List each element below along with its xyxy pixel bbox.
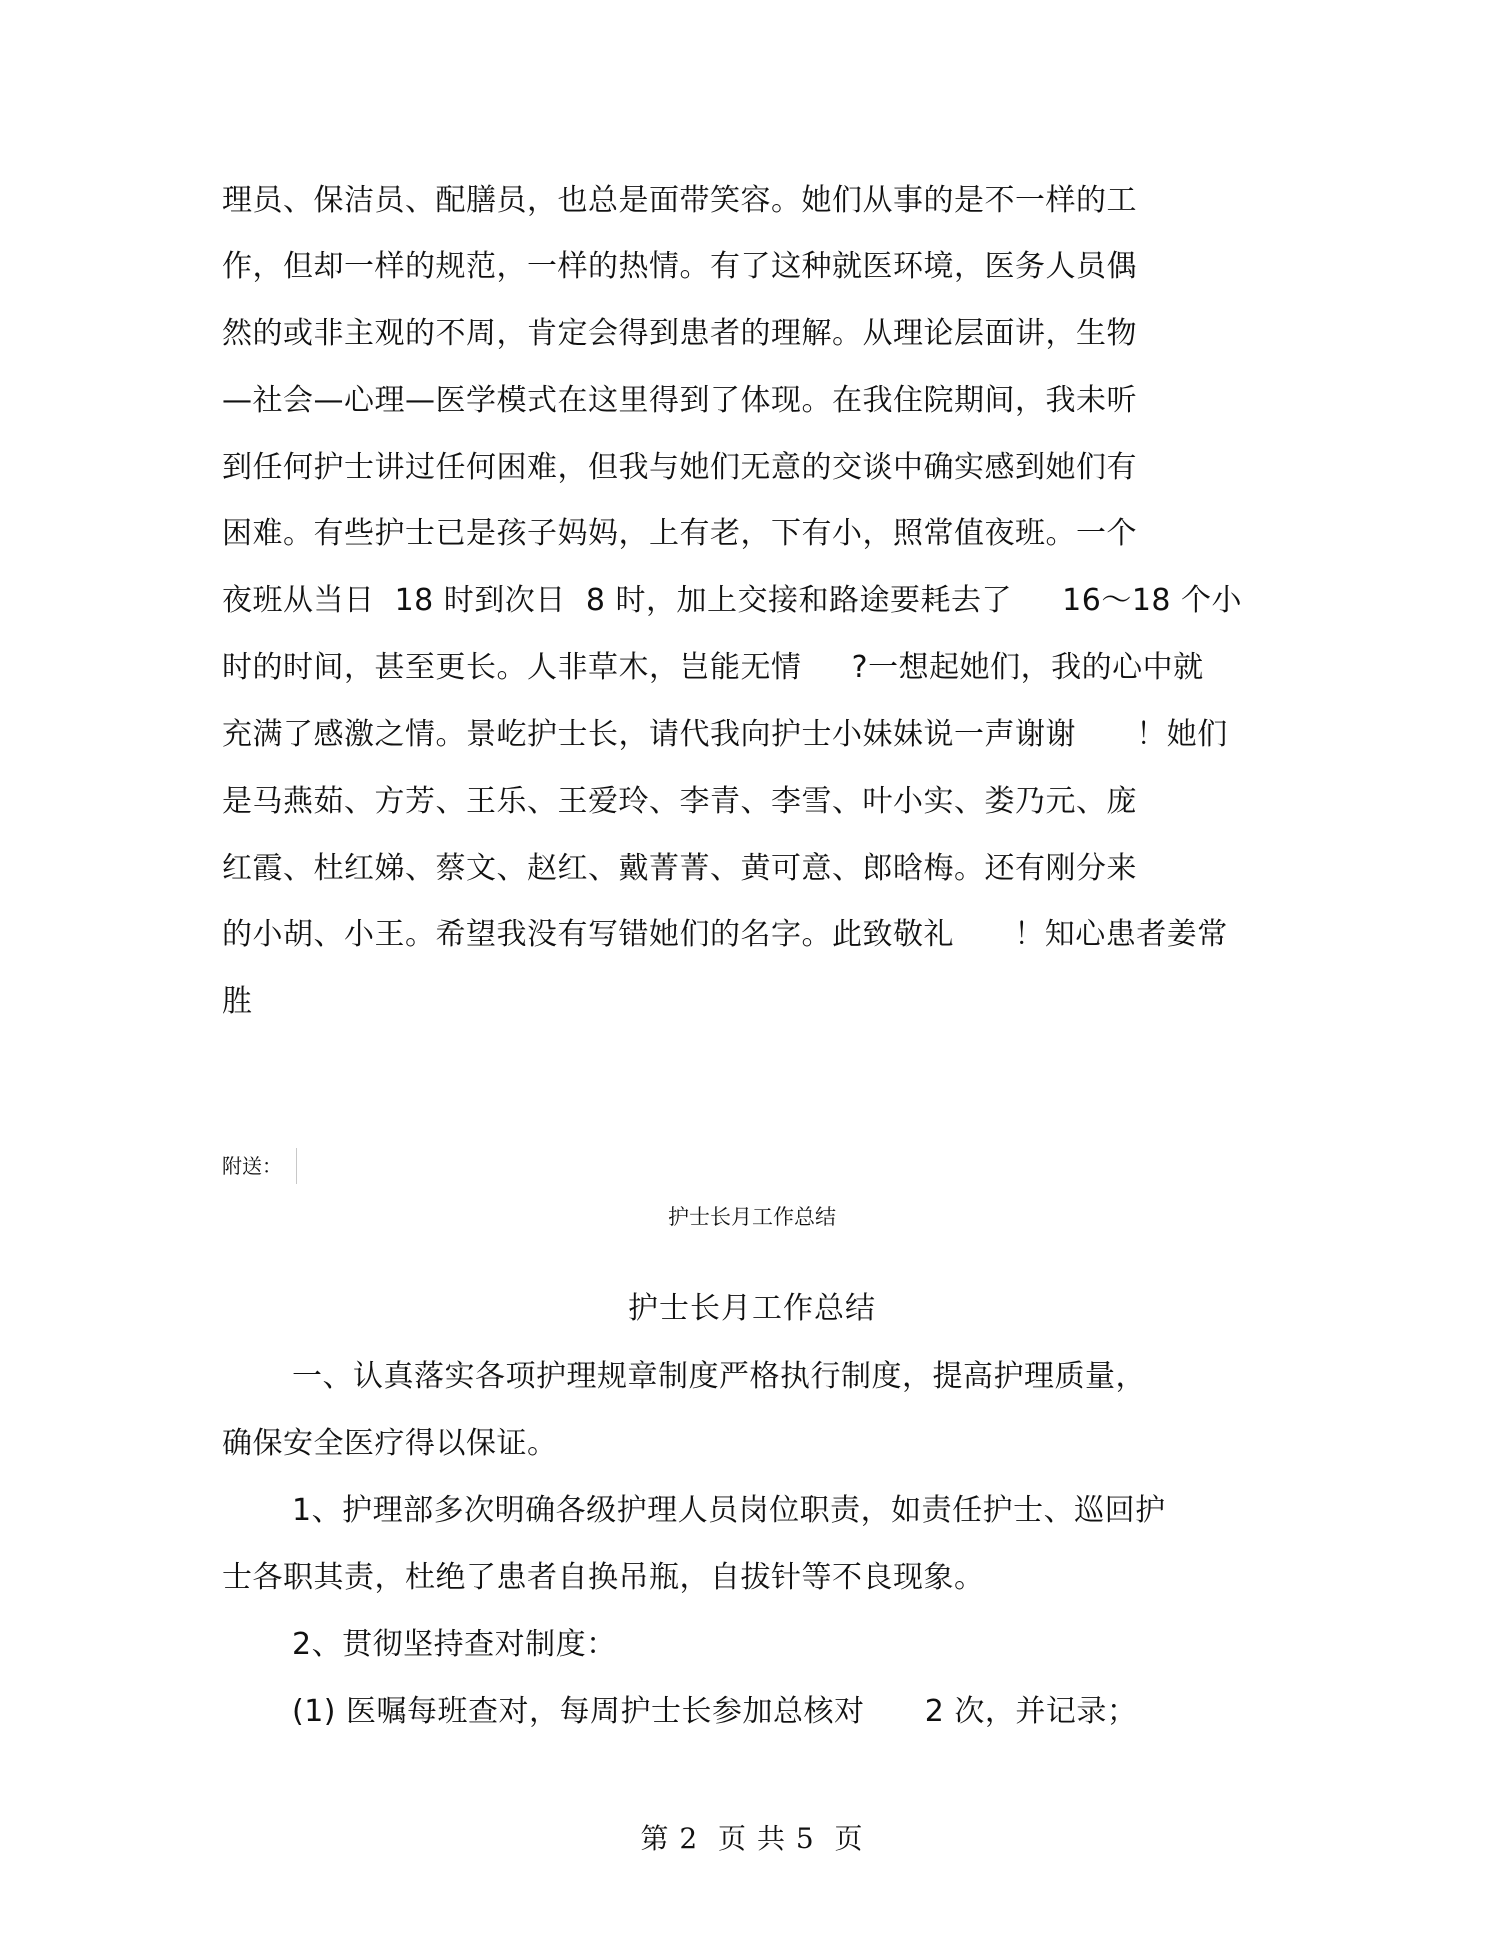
summary-line-5: 2、贯彻坚持查对制度： (292, 1627, 617, 1662)
summary-line-1: 一、认真落实各项护理规章制度严格执行制度，提高护理质量， (292, 1359, 1146, 1394)
attachment-label: 附送： (222, 1154, 282, 1178)
letter-line-7: 夜班从当日 18 时到次日 8 时，加上交接和路途要耗去了 16～18 个小 (222, 583, 1243, 618)
letter-line-3: 然的或非主观的不周，肯定会得到患者的理解。从理论层面讲，生物 (222, 316, 1137, 351)
letter-line-12: 的小胡、小王。希望我没有写错她们的名字。此致敬礼 ！知心患者姜常 (222, 917, 1228, 952)
letter-line-13: 胜 (222, 984, 253, 1019)
summary-title: 护士长月工作总结 (628, 1291, 876, 1326)
letter-line-5: 到任何护士讲过任何困难，但我与她们无意的交谈中确实感到她们有 (222, 450, 1137, 485)
letter-line-10: 是马燕茹、方芳、王乐、王爱玲、李青、李雪、叶小实、娄乃元、庞 (222, 784, 1137, 819)
letter-line-1: 理员、保洁员、配膳员，也总是面带笑容。她们从事的是不一样的工 (222, 183, 1137, 218)
summary-line-3: 1、护理部多次明确各级护理人员岗位职责，如责任护士、巡回护 (292, 1493, 1166, 1528)
letter-line-6: 困难。有些护士已是孩子妈妈，上有老，下有小，照常值夜班。一个 (222, 516, 1137, 551)
letter-line-2: 作，但却一样的规范，一样的热情。有了这种就医环境，医务人员偶 (222, 249, 1137, 284)
letter-line-4: —社会—心理—医学模式在这里得到了体现。在我住院期间，我未听 (222, 383, 1137, 418)
attachment-small-title: 护士长月工作总结 (668, 1205, 836, 1229)
summary-line-6: (1) 医嘱每班查对，每周护士长参加总核对 2 次，并记录； (292, 1694, 1138, 1729)
letter-line-9: 充满了感激之情。景屹护士长，请代我向护士小妹妹说一声谢谢 ！她们 (222, 717, 1228, 752)
letter-line-8: 时的时间，甚至更长。人非草木，岂能无情 ?一想起她们，我的心中就 (222, 650, 1204, 685)
page-number-footer: 第 2 页 共 5 页 (640, 1822, 864, 1855)
text-cursor-divider (296, 1148, 297, 1184)
summary-line-4: 士各职其责，杜绝了患者自换吊瓶，自拔针等不良现象。 (222, 1560, 985, 1595)
letter-line-11: 红霞、杜红娣、蔡文、赵红、戴菁菁、黄可意、郎晗梅。还有刚分来 (222, 851, 1137, 886)
summary-line-2: 确保安全医疗得以保证。 (222, 1426, 558, 1461)
